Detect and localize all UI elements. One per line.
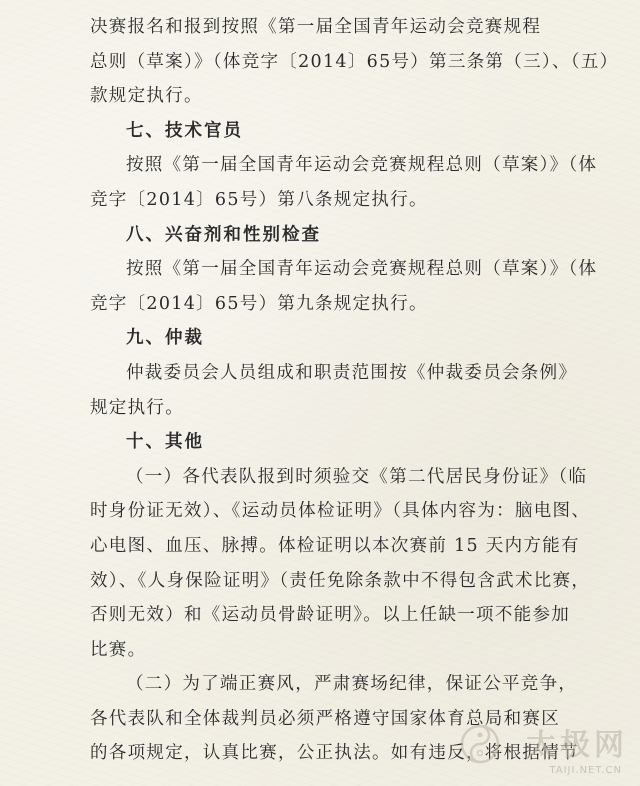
taiji-swirl-icon bbox=[458, 722, 502, 770]
paragraph-line: 按照《第一届全国青年运动会竞赛规程总则（草案）》（体 bbox=[126, 155, 598, 176]
paragraph-line: （一）各代表队报到时须验交《第二代居民身份证》（临 bbox=[126, 466, 588, 487]
paragraph-line: 效）、《人身保险证明》（责任免除条款中不得包含武术比赛， bbox=[90, 570, 591, 591]
section-heading-technical-officials: 七、技术官员 bbox=[126, 120, 243, 141]
paragraph-line: 的各项规定，认真比赛，公正执法。如有违反，将根据情节 bbox=[90, 743, 579, 764]
paragraph-line: 比赛。 bbox=[90, 639, 147, 660]
section-heading-doping-gender-check: 八、兴奋剂和性别检查 bbox=[126, 224, 321, 245]
paragraph-line: 仲裁委员会人员组成和职责范围按《仲裁委员会条例》 bbox=[126, 362, 578, 383]
paragraph-line: 各代表队和全体裁判员必须严格遵守国家体育总局和赛区 bbox=[90, 708, 560, 729]
paragraph-line: 按照《第一届全国青年运动会竞赛规程总则（草案）》（体 bbox=[126, 259, 598, 280]
watermark-site-text: TAIJI.NET.CN bbox=[549, 765, 622, 776]
site-watermark bbox=[458, 716, 628, 780]
section-heading-arbitration: 九、仲裁 bbox=[126, 328, 204, 349]
paragraph-line: 规定执行。 bbox=[90, 397, 184, 418]
watermark-logo-text: 太极网 bbox=[526, 728, 628, 763]
section-heading-other: 十、其他 bbox=[126, 432, 204, 453]
paragraph-line: 款规定执行。 bbox=[90, 86, 203, 107]
paragraph-line: 竞字〔2014〕65号）第八条规定执行。 bbox=[90, 189, 428, 210]
paragraph-line: 竞字〔2014〕65号）第九条规定执行。 bbox=[90, 293, 428, 314]
paragraph-line: 决赛报名和报到按照《第一届全国青年运动会竞赛规程 bbox=[90, 17, 542, 37]
paragraph-line: 总则（草案）》（体竞字〔2014〕65号）第三条第（三）、（五） bbox=[90, 51, 619, 72]
paragraph-line: 否则无效）和《运动员骨龄证明》。以上任缺一项不能参加 bbox=[90, 605, 571, 626]
paragraph-line: 时身份证无效）、《运动员体检证明》（具体内容为：脑电图、 bbox=[90, 501, 591, 522]
paragraph-line: （二）为了端正赛风，严肃赛场纪律，保证公平竞争， bbox=[126, 674, 578, 695]
paragraph-line: 心电图、血压、脉搏。体检证明以本次赛前 15 天内方能有 bbox=[90, 535, 580, 556]
